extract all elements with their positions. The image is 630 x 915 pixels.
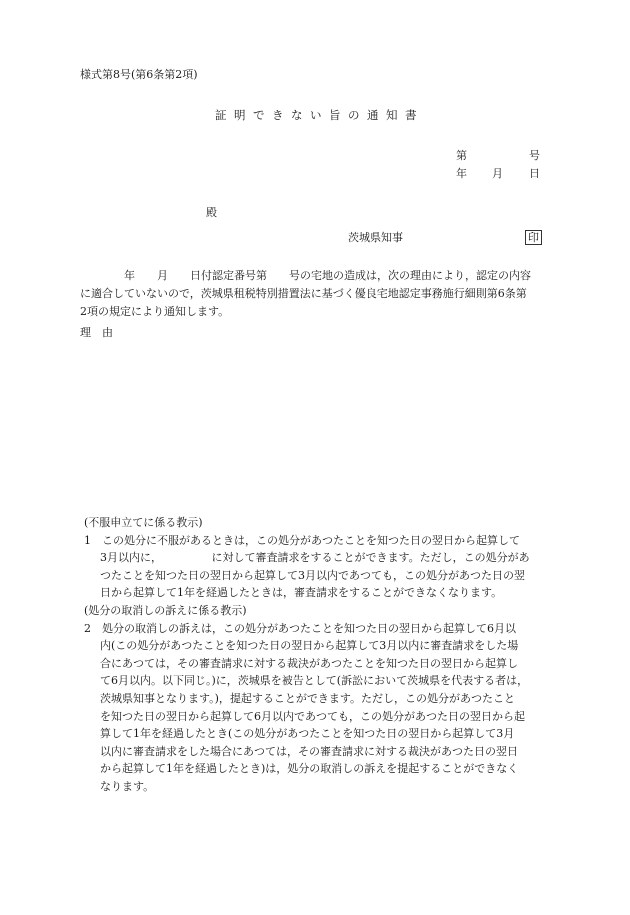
number-dai: 第 [456,149,467,162]
page-title: 証明できない旨の通知書 [215,108,424,122]
notice-item2-line: なります。 [100,779,155,793]
notice-heading-appeal: (不服申立てに係る教示) [84,516,203,529]
notice-item2-line: から起算して1年を経過したとき)は，処分の取消しの訴えを提起することができなく [100,762,519,776]
sender: 茨城県知事 [348,231,403,244]
notice-item1-line: 1 この処分に不服があるときは，この処分があつたことを知つた日の翌日から起算して [84,533,520,547]
addressee-suffix: 殿 [206,206,217,219]
notice-item2-line: 以内に審査請求をした場合にあつては，その審査請求に対する裁決があつた日の翌日 [100,744,518,758]
notice-item1-line: 3月以内に， に対して審査請求をすることができます。ただし，この処分があ [100,551,530,565]
notice-item1-line: 日から起算して1年を経過したときは，審査請求をすることができなくなります。 [100,586,503,600]
date-month: 月 [492,167,503,180]
seal-mark: 印 [525,230,542,245]
notice-item2-line: 算して1年を経過したとき(この処分があつたことを知つた日の翌日から起算して3月 [100,727,515,741]
notice-item2-line: て6月以内。以下同じ。)に，茨城県を被告として(訴訟において茨城県を代表する者は， [100,674,529,688]
notice-heading-lawsuit: (処分の取消しの訴えに係る教示) [84,603,247,617]
body-line: 2項の規定により通知します。 [80,305,230,318]
form-id: 様式第8号(第6条第2項) [80,68,198,81]
date-year: 年 [456,167,467,180]
notice-item1-line: つたことを知つた日の翌日から起算して3月以内であつても，この処分があつた日の翌 [100,568,525,582]
notice-item2-line: 2 処分の取消しの訴えは，この処分があつたことを知つた日の翌日から起算して6月以 [84,621,516,635]
notice-block [84,514,530,796]
notice-item2-line: 内(この処分があつたことを知つた日の翌日から起算して3月以内に審査請求をした場 [100,639,519,653]
notice-item2-line: を知つた日の翌日から起算して6月以内であつても，この処分があつた日の翌日から起 [100,709,525,723]
body-line: に適合していないので，茨城県租税特別措置法に基づく優良宅地認定事務施行細則第6条第 [80,287,527,300]
reason-label: 理 由 [80,326,113,339]
number-go: 号 [529,149,540,162]
notice-item2-line: 合にあつては，その審査請求に対する裁決があつたことを知つた日の翌日から起算し [100,656,518,670]
body-line: 年 月 日付認定番号第 号の宅地の造成は，次の理由により，認定の内容 [102,269,531,282]
date-day: 日 [529,167,540,180]
notice-item2-line: 茨城県知事となります。)，提起することができます。ただし，この処分があつたこと [100,691,516,705]
body-paragraph [80,267,531,321]
